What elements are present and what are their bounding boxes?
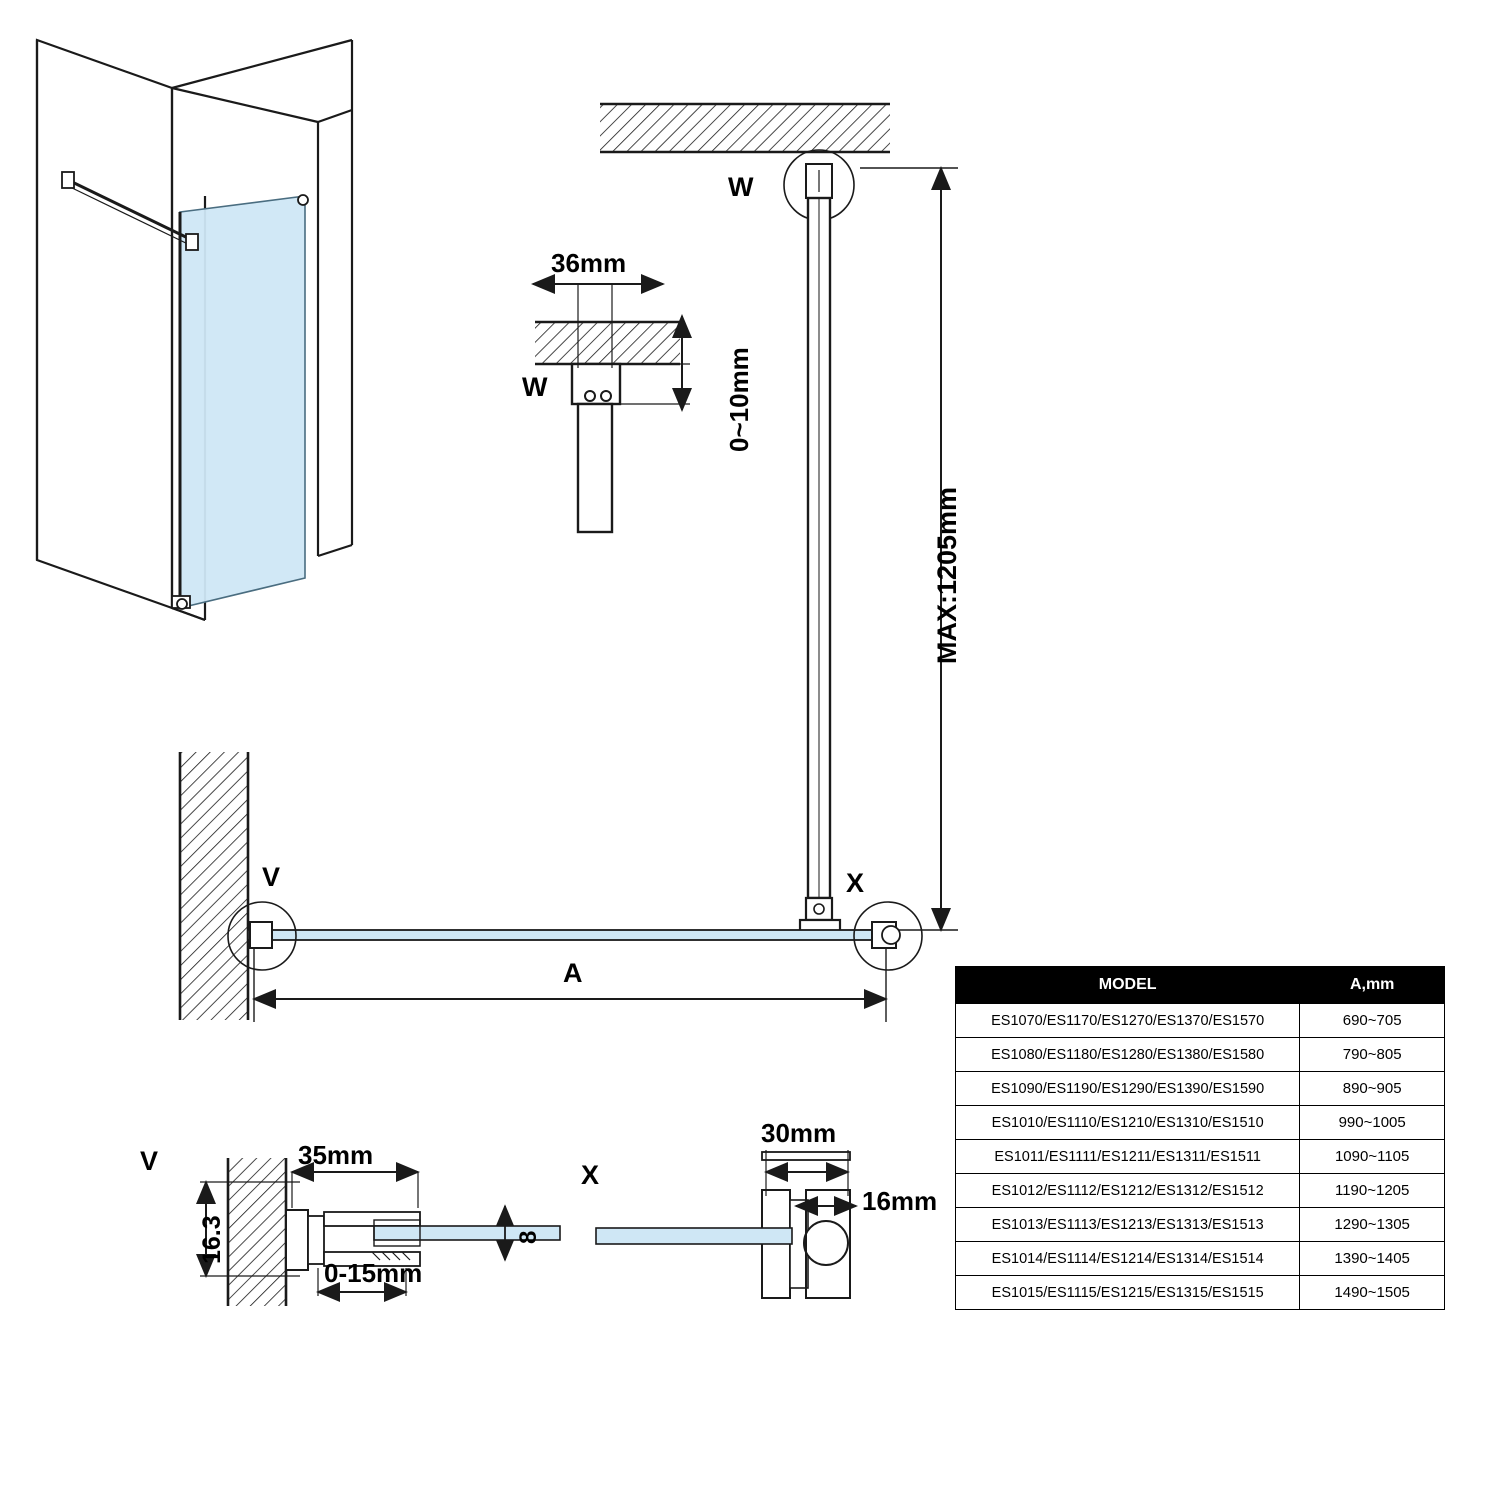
table-row: [956, 1140, 1445, 1174]
table-header-model: MODEL: [956, 967, 1300, 1004]
dim-0-15mm: 0-15mm: [324, 1258, 423, 1288]
table-row: [956, 1038, 1445, 1072]
label-x-detail: X: [581, 1160, 600, 1190]
table-cell-model: ES1012/ES1112/ES1212/ES1312/ES1512: [956, 1174, 1300, 1208]
dim-a: A: [563, 958, 583, 988]
table-cell-a: 990~1005: [1300, 1106, 1445, 1140]
table-row: [956, 1208, 1445, 1242]
label-v-plan: V: [262, 862, 281, 892]
table-cell-model: ES1015/ES1115/ES1215/ES1315/ES1515: [956, 1276, 1300, 1310]
table-cell-model: ES1010/ES1110/ES1210/ES1310/ES1510: [956, 1106, 1300, 1140]
table-row: [956, 1174, 1445, 1208]
table-header-row: [956, 967, 1445, 1004]
table-cell-a: 790~805: [1300, 1038, 1445, 1072]
dim-36mm: 36mm: [551, 248, 627, 278]
label-v-detail: V: [140, 1146, 159, 1176]
table-cell-model: ES1070/ES1170/ES1270/ES1370/ES1570: [956, 1004, 1300, 1038]
table-cell-model: ES1090/ES1190/ES1290/ES1390/ES1590: [956, 1072, 1300, 1106]
label-x-plan: X: [846, 868, 865, 898]
table-cell-a: 690~705: [1300, 1004, 1445, 1038]
dim-16mm: 16mm: [862, 1186, 938, 1216]
table-cell-a: 890~905: [1300, 1072, 1445, 1106]
dim-16-3: 16.3: [198, 1215, 226, 1264]
table-cell-model: ES1013/ES1113/ES1213/ES1313/ES1513: [956, 1208, 1300, 1242]
isometric-view: [37, 40, 352, 620]
dim-max-height: MAX:1205mm: [932, 486, 962, 664]
label-w-top: W: [728, 172, 754, 202]
detail-x-view: [596, 1150, 856, 1298]
table-row: [956, 1004, 1445, 1038]
detail-w-view: [533, 284, 690, 532]
table-cell-model: ES1014/ES1114/ES1214/ES1314/ES1514: [956, 1242, 1300, 1276]
model-spec-table: [955, 966, 1445, 1310]
table-row: [956, 1106, 1445, 1140]
dim-30mm: 30mm: [761, 1118, 837, 1148]
table-cell-model: ES1080/ES1180/ES1280/ES1380/ES1580: [956, 1038, 1300, 1072]
table-row: [956, 1242, 1445, 1276]
dim-8mm: 8: [515, 1230, 542, 1244]
table-cell-a: 1490~1505: [1300, 1276, 1445, 1310]
dim-35mm: 35mm: [298, 1140, 374, 1170]
table-header-a: A,mm: [1300, 967, 1445, 1004]
elevation-view: [600, 104, 958, 938]
dim-0-10mm: 0~10mm: [724, 347, 754, 452]
table-cell-a: 1290~1305: [1300, 1208, 1445, 1242]
label-w-detail: W: [522, 372, 548, 402]
table-row: [956, 1276, 1445, 1310]
table-row: [956, 1072, 1445, 1106]
table-cell-a: 1190~1205: [1300, 1174, 1445, 1208]
table-cell-a: 1090~1105: [1300, 1140, 1445, 1174]
table-cell-a: 1390~1405: [1300, 1242, 1445, 1276]
table-cell-model: ES1011/ES1111/ES1211/ES1311/ES1511: [956, 1140, 1300, 1174]
